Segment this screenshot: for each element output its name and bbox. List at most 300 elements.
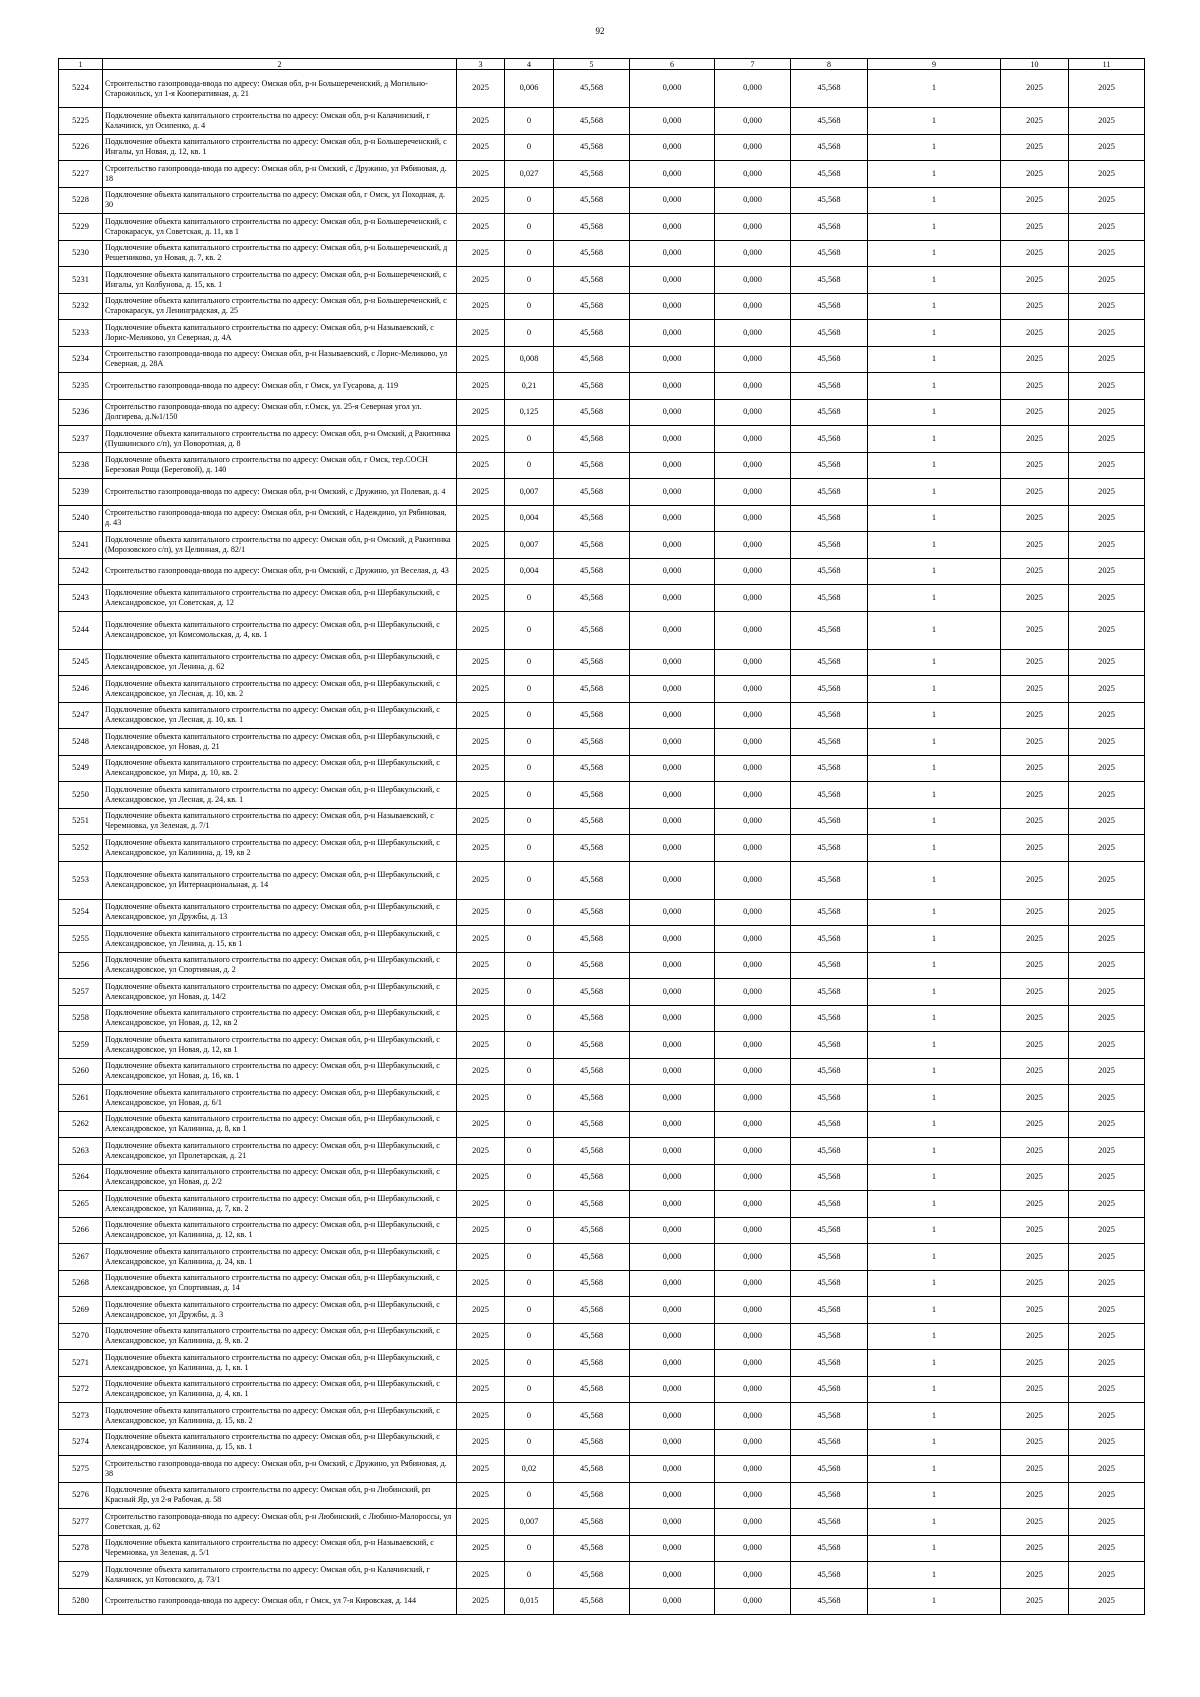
count-cell: 1 [868, 452, 1001, 479]
count-cell: 1 [868, 755, 1001, 782]
count-cell: 1 [868, 346, 1001, 373]
row-number-cell: 5255 [59, 926, 103, 953]
length-cell: 0 [505, 1191, 554, 1218]
table-row [59, 161, 1145, 188]
value-col7-cell: 0,000 [715, 808, 791, 835]
start-year-cell: 2025 [1001, 399, 1069, 426]
length-cell: 0,007 [505, 532, 554, 559]
end-year-cell: 2025 [1069, 426, 1145, 453]
row-number-cell: 5248 [59, 729, 103, 756]
value-col7-cell: 0,000 [715, 1111, 791, 1138]
cost-cell: 45,568 [554, 1456, 630, 1483]
value-col6-cell: 0,000 [630, 755, 715, 782]
cost-cell: 45,568 [554, 755, 630, 782]
value-col7-cell: 0,000 [715, 1058, 791, 1085]
value-col7-cell: 0,000 [715, 399, 791, 426]
value-col6-cell: 0,000 [630, 1456, 715, 1483]
cost-cell: 45,568 [554, 1244, 630, 1271]
row-number-cell: 5271 [59, 1350, 103, 1377]
end-year-cell: 2025 [1069, 1111, 1145, 1138]
value-col7-cell: 0,000 [715, 214, 791, 241]
table-row [59, 134, 1145, 161]
value-col7-cell: 0,000 [715, 426, 791, 453]
end-year-cell: 2025 [1069, 1244, 1145, 1271]
start-year-cell: 2025 [1001, 926, 1069, 953]
value-col6-cell: 0,000 [630, 979, 715, 1006]
column-number-header: 3 [457, 59, 505, 70]
value-col7-cell: 0,000 [715, 70, 791, 108]
end-year-cell: 2025 [1069, 108, 1145, 135]
start-year-cell: 2025 [1001, 214, 1069, 241]
total-cost-cell: 45,568 [791, 835, 868, 862]
row-number-cell: 5273 [59, 1403, 103, 1430]
end-year-cell: 2025 [1069, 1350, 1145, 1377]
start-year-cell: 2025 [1001, 899, 1069, 926]
value-col7-cell: 0,000 [715, 979, 791, 1006]
description-cell: Подключение объекта капитального строительства по адресу: Омская обл, р-н Шербакульский, с Александровское, ул Дружбы, д. 13 [103, 899, 457, 926]
total-cost-cell: 45,568 [791, 1191, 868, 1218]
cost-cell: 45,568 [554, 702, 630, 729]
year-cell: 2025 [457, 1005, 505, 1032]
year-cell: 2025 [457, 452, 505, 479]
value-col7-cell: 0,000 [715, 320, 791, 347]
value-col7-cell: 0,000 [715, 1138, 791, 1165]
end-year-cell: 2025 [1069, 1138, 1145, 1165]
end-year-cell: 2025 [1069, 452, 1145, 479]
description-cell: Подключение объекта капитального строительства по адресу: Омская обл, р-н Шербакульский, с Александровское, ул Новая, д. 6/1 [103, 1085, 457, 1112]
description-cell: Подключение объекта капитального строительства по адресу: Омская обл, р-н Шербакульский, с Александровское, ул Калинина, д. 12, кв. 1 [103, 1217, 457, 1244]
end-year-cell: 2025 [1069, 1456, 1145, 1483]
row-number-cell: 5272 [59, 1376, 103, 1403]
row-number-cell: 5249 [59, 755, 103, 782]
value-col6-cell: 0,000 [630, 952, 715, 979]
count-cell: 1 [868, 558, 1001, 585]
table-row [59, 1005, 1145, 1032]
row-number-cell: 5256 [59, 952, 103, 979]
table-row [59, 611, 1145, 649]
value-col7-cell: 0,000 [715, 1244, 791, 1271]
total-cost-cell: 45,568 [791, 1482, 868, 1509]
total-cost-cell: 45,568 [791, 558, 868, 585]
end-year-cell: 2025 [1069, 1005, 1145, 1032]
count-cell: 1 [868, 649, 1001, 676]
total-cost-cell: 45,568 [791, 187, 868, 214]
total-cost-cell: 45,568 [791, 1535, 868, 1562]
count-cell: 1 [868, 1032, 1001, 1059]
value-col6-cell: 0,000 [630, 108, 715, 135]
description-cell: Подключение объекта капитального строительства по адресу: Омская обл, р-н Омский, д Ракитинка (Пушкинского с/п), ул Поворотная, д. 8 [103, 426, 457, 453]
row-number-cell: 5224 [59, 70, 103, 108]
row-number-cell: 5237 [59, 426, 103, 453]
table-body [59, 59, 1145, 1615]
value-col7-cell: 0,000 [715, 1509, 791, 1536]
value-col7-cell: 0,000 [715, 134, 791, 161]
year-cell: 2025 [457, 782, 505, 809]
total-cost-cell: 45,568 [791, 676, 868, 703]
count-cell: 1 [868, 373, 1001, 400]
end-year-cell: 2025 [1069, 1482, 1145, 1509]
value-col7-cell: 0,000 [715, 729, 791, 756]
table-row [59, 1482, 1145, 1509]
length-cell: 0 [505, 835, 554, 862]
end-year-cell: 2025 [1069, 585, 1145, 612]
cost-cell: 45,568 [554, 214, 630, 241]
row-number-cell: 5243 [59, 585, 103, 612]
total-cost-cell: 45,568 [791, 452, 868, 479]
value-col6-cell: 0,000 [630, 373, 715, 400]
description-cell: Подключение объекта капитального строительства по адресу: Омская обл, р-н Шербакульский, с Александровское, ул Советская, д. 12 [103, 585, 457, 612]
row-number-cell: 5253 [59, 861, 103, 899]
year-cell: 2025 [457, 649, 505, 676]
year-cell: 2025 [457, 1403, 505, 1430]
length-cell: 0 [505, 611, 554, 649]
total-cost-cell: 45,568 [791, 1138, 868, 1165]
row-number-cell: 5242 [59, 558, 103, 585]
count-cell: 1 [868, 214, 1001, 241]
value-col6-cell: 0,000 [630, 399, 715, 426]
cost-cell: 45,568 [554, 1138, 630, 1165]
year-cell: 2025 [457, 1164, 505, 1191]
start-year-cell: 2025 [1001, 782, 1069, 809]
end-year-cell: 2025 [1069, 926, 1145, 953]
year-cell: 2025 [457, 1191, 505, 1218]
value-col7-cell: 0,000 [715, 187, 791, 214]
length-cell: 0,21 [505, 373, 554, 400]
total-cost-cell: 45,568 [791, 1323, 868, 1350]
start-year-cell: 2025 [1001, 134, 1069, 161]
description-cell: Строительство газопровода-ввода по адресу: Омская обл, р-н Омский, с Надеждино, ул Рябиновая, д. 43 [103, 505, 457, 532]
value-col7-cell: 0,000 [715, 293, 791, 320]
description-cell: Подключение объекта капитального строительства по адресу: Омская обл, р-н Шербакульский, с Александровское, ул Спортивная, д. 14 [103, 1270, 457, 1297]
row-number-cell: 5240 [59, 505, 103, 532]
end-year-cell: 2025 [1069, 1588, 1145, 1615]
description-cell: Подключение объекта капитального строительства по адресу: Омская обл, р-н Шербакульский, с Александровское, ул Новая, д. 12, кв 1 [103, 1032, 457, 1059]
value-col6-cell: 0,000 [630, 161, 715, 188]
total-cost-cell: 45,568 [791, 585, 868, 612]
table-row [59, 926, 1145, 953]
table-row [59, 505, 1145, 532]
column-number-header: 7 [715, 59, 791, 70]
value-col7-cell: 0,000 [715, 1217, 791, 1244]
value-col6-cell: 0,000 [630, 1244, 715, 1271]
length-cell: 0 [505, 1376, 554, 1403]
length-cell: 0 [505, 782, 554, 809]
cost-cell: 45,568 [554, 808, 630, 835]
count-cell: 1 [868, 861, 1001, 899]
count-cell: 1 [868, 70, 1001, 108]
end-year-cell: 2025 [1069, 532, 1145, 559]
year-cell: 2025 [457, 755, 505, 782]
length-cell: 0 [505, 426, 554, 453]
column-number-header: 8 [791, 59, 868, 70]
count-cell: 1 [868, 979, 1001, 1006]
end-year-cell: 2025 [1069, 1535, 1145, 1562]
row-number-cell: 5231 [59, 267, 103, 294]
total-cost-cell: 45,568 [791, 1456, 868, 1483]
description-cell: Строительство газопровода-ввода по адресу: Омская обл, р-н Любинский, с Любино-Малороссы, ул Советская, д. 62 [103, 1509, 457, 1536]
length-cell: 0 [505, 926, 554, 953]
value-col7-cell: 0,000 [715, 505, 791, 532]
description-cell: Подключение объекта капитального строительства по адресу: Омская обл, р-н Шербакульский, с Александровское, ул Калинина, д. 4, кв. 1 [103, 1376, 457, 1403]
table-row [59, 1509, 1145, 1536]
description-cell: Подключение объекта капитального строительства по адресу: Омская обл, р-н Шербакульский, с Александровское, ул Калинина, д. 19, кв 2 [103, 835, 457, 862]
start-year-cell: 2025 [1001, 702, 1069, 729]
description-cell: Строительство газопровода-ввода по адресу: Омская обл, г Омск, ул Гусарова, д. 119 [103, 373, 457, 400]
description-cell: Подключение объекта капитального строительства по адресу: Омская обл, р-н Шербакульский, с Александровское, ул Калинина, д. 1, кв. 1 [103, 1350, 457, 1377]
start-year-cell: 2025 [1001, 1403, 1069, 1430]
cost-cell: 45,568 [554, 346, 630, 373]
table-row [59, 558, 1145, 585]
count-cell: 1 [868, 399, 1001, 426]
start-year-cell: 2025 [1001, 1138, 1069, 1165]
start-year-cell: 2025 [1001, 532, 1069, 559]
table-row [59, 861, 1145, 899]
total-cost-cell: 45,568 [791, 1588, 868, 1615]
value-col6-cell: 0,000 [630, 1270, 715, 1297]
end-year-cell: 2025 [1069, 952, 1145, 979]
count-cell: 1 [868, 426, 1001, 453]
total-cost-cell: 45,568 [791, 108, 868, 135]
row-number-cell: 5275 [59, 1456, 103, 1483]
count-cell: 1 [868, 808, 1001, 835]
value-col6-cell: 0,000 [630, 1297, 715, 1324]
table-row [59, 426, 1145, 453]
cost-cell: 45,568 [554, 676, 630, 703]
cost-cell: 45,568 [554, 1058, 630, 1085]
length-cell: 0 [505, 585, 554, 612]
row-number-cell: 5258 [59, 1005, 103, 1032]
row-number-cell: 5246 [59, 676, 103, 703]
start-year-cell: 2025 [1001, 161, 1069, 188]
end-year-cell: 2025 [1069, 1058, 1145, 1085]
count-cell: 1 [868, 952, 1001, 979]
length-cell: 0,004 [505, 558, 554, 585]
end-year-cell: 2025 [1069, 558, 1145, 585]
description-cell: Подключение объекта капитального строительства по адресу: Омская обл, р-н Шербакульский, с Александровское, ул Мира, д. 10, кв. 2 [103, 755, 457, 782]
value-col6-cell: 0,000 [630, 782, 715, 809]
value-col6-cell: 0,000 [630, 267, 715, 294]
year-cell: 2025 [457, 134, 505, 161]
end-year-cell: 2025 [1069, 1323, 1145, 1350]
start-year-cell: 2025 [1001, 373, 1069, 400]
start-year-cell: 2025 [1001, 1562, 1069, 1589]
table-row [59, 1297, 1145, 1324]
cost-cell: 45,568 [554, 649, 630, 676]
value-col6-cell: 0,000 [630, 1350, 715, 1377]
row-number-cell: 5280 [59, 1588, 103, 1615]
cost-cell: 45,568 [554, 729, 630, 756]
row-number-cell: 5234 [59, 346, 103, 373]
table-row [59, 1138, 1145, 1165]
end-year-cell: 2025 [1069, 161, 1145, 188]
start-year-cell: 2025 [1001, 187, 1069, 214]
value-col7-cell: 0,000 [715, 479, 791, 506]
column-number-row [59, 59, 1145, 70]
cost-cell: 45,568 [554, 187, 630, 214]
cost-cell: 45,568 [554, 1111, 630, 1138]
value-col7-cell: 0,000 [715, 346, 791, 373]
cost-cell: 45,568 [554, 1217, 630, 1244]
table-row [59, 346, 1145, 373]
start-year-cell: 2025 [1001, 649, 1069, 676]
description-cell: Подключение объекта капитального строительства по адресу: Омская обл, р-н Шербакульский, с Александровское, ул Дружбы, д. 3 [103, 1297, 457, 1324]
length-cell: 0,027 [505, 161, 554, 188]
count-cell: 1 [868, 108, 1001, 135]
value-col7-cell: 0,000 [715, 1562, 791, 1589]
table-row [59, 782, 1145, 809]
row-number-cell: 5236 [59, 399, 103, 426]
count-cell: 1 [868, 1085, 1001, 1112]
cost-cell: 45,568 [554, 979, 630, 1006]
end-year-cell: 2025 [1069, 649, 1145, 676]
cost-cell: 45,568 [554, 926, 630, 953]
value-col6-cell: 0,000 [630, 505, 715, 532]
end-year-cell: 2025 [1069, 134, 1145, 161]
cost-cell: 45,568 [554, 558, 630, 585]
total-cost-cell: 45,568 [791, 702, 868, 729]
row-number-cell: 5230 [59, 240, 103, 267]
year-cell: 2025 [457, 1323, 505, 1350]
count-cell: 1 [868, 702, 1001, 729]
count-cell: 1 [868, 899, 1001, 926]
cost-cell: 45,568 [554, 1376, 630, 1403]
cost-cell: 45,568 [554, 1323, 630, 1350]
data-table [58, 58, 1145, 1615]
value-col6-cell: 0,000 [630, 926, 715, 953]
length-cell: 0 [505, 1270, 554, 1297]
value-col6-cell: 0,000 [630, 729, 715, 756]
description-cell: Подключение объекта капитального строительства по адресу: Омская обл, р-н Называевский, с Черемновка, ул Зеленая, д. 7/1 [103, 808, 457, 835]
row-number-cell: 5265 [59, 1191, 103, 1218]
total-cost-cell: 45,568 [791, 479, 868, 506]
total-cost-cell: 45,568 [791, 1005, 868, 1032]
cost-cell: 45,568 [554, 952, 630, 979]
end-year-cell: 2025 [1069, 1217, 1145, 1244]
year-cell: 2025 [457, 585, 505, 612]
year-cell: 2025 [457, 399, 505, 426]
year-cell: 2025 [457, 1138, 505, 1165]
value-col6-cell: 0,000 [630, 558, 715, 585]
start-year-cell: 2025 [1001, 808, 1069, 835]
start-year-cell: 2025 [1001, 1376, 1069, 1403]
year-cell: 2025 [457, 187, 505, 214]
table-row [59, 532, 1145, 559]
start-year-cell: 2025 [1001, 1456, 1069, 1483]
row-number-cell: 5247 [59, 702, 103, 729]
row-number-cell: 5279 [59, 1562, 103, 1589]
value-col7-cell: 0,000 [715, 1482, 791, 1509]
year-cell: 2025 [457, 1032, 505, 1059]
year-cell: 2025 [457, 611, 505, 649]
total-cost-cell: 45,568 [791, 70, 868, 108]
value-col6-cell: 0,000 [630, 1429, 715, 1456]
description-cell: Подключение объекта капитального строительства по адресу: Омская обл, р-н Шербакульский, с Александровское, ул Калинина, д. 9, кв. 2 [103, 1323, 457, 1350]
end-year-cell: 2025 [1069, 1032, 1145, 1059]
table-row [59, 1403, 1145, 1430]
length-cell: 0 [505, 1562, 554, 1589]
count-cell: 1 [868, 1323, 1001, 1350]
value-col6-cell: 0,000 [630, 611, 715, 649]
table-row [59, 808, 1145, 835]
cost-cell: 45,568 [554, 293, 630, 320]
count-cell: 1 [868, 293, 1001, 320]
start-year-cell: 2025 [1001, 293, 1069, 320]
start-year-cell: 2025 [1001, 346, 1069, 373]
cost-cell: 45,568 [554, 426, 630, 453]
end-year-cell: 2025 [1069, 214, 1145, 241]
row-number-cell: 5251 [59, 808, 103, 835]
value-col7-cell: 0,000 [715, 585, 791, 612]
count-cell: 1 [868, 161, 1001, 188]
year-cell: 2025 [457, 1270, 505, 1297]
total-cost-cell: 45,568 [791, 611, 868, 649]
total-cost-cell: 45,568 [791, 1164, 868, 1191]
count-cell: 1 [868, 676, 1001, 703]
cost-cell: 45,568 [554, 1482, 630, 1509]
value-col6-cell: 0,000 [630, 293, 715, 320]
count-cell: 1 [868, 585, 1001, 612]
table-row [59, 835, 1145, 862]
start-year-cell: 2025 [1001, 611, 1069, 649]
row-number-cell: 5270 [59, 1323, 103, 1350]
count-cell: 1 [868, 1509, 1001, 1536]
cost-cell: 45,568 [554, 782, 630, 809]
end-year-cell: 2025 [1069, 187, 1145, 214]
value-col7-cell: 0,000 [715, 1588, 791, 1615]
count-cell: 1 [868, 1482, 1001, 1509]
cost-cell: 45,568 [554, 1005, 630, 1032]
length-cell: 0 [505, 240, 554, 267]
length-cell: 0 [505, 452, 554, 479]
end-year-cell: 2025 [1069, 1297, 1145, 1324]
row-number-cell: 5239 [59, 479, 103, 506]
value-col6-cell: 0,000 [630, 479, 715, 506]
year-cell: 2025 [457, 1509, 505, 1536]
table-row [59, 1376, 1145, 1403]
description-cell: Подключение объекта капитального строительства по адресу: Омская обл, р-н Любинский, рп Красный Яр, ул 2-я Рабочая, д. 58 [103, 1482, 457, 1509]
total-cost-cell: 45,568 [791, 1032, 868, 1059]
value-col6-cell: 0,000 [630, 1403, 715, 1430]
length-cell: 0 [505, 1297, 554, 1324]
length-cell: 0 [505, 1535, 554, 1562]
count-cell: 1 [868, 1058, 1001, 1085]
row-number-cell: 5229 [59, 214, 103, 241]
description-cell: Подключение объекта капитального строительства по адресу: Омская обл, р-н Шербакульский, с Александровское, ул Спортивная, д. 2 [103, 952, 457, 979]
length-cell: 0 [505, 293, 554, 320]
count-cell: 1 [868, 1217, 1001, 1244]
year-cell: 2025 [457, 108, 505, 135]
count-cell: 1 [868, 835, 1001, 862]
column-number-header: 2 [103, 59, 457, 70]
value-col7-cell: 0,000 [715, 1403, 791, 1430]
count-cell: 1 [868, 1403, 1001, 1430]
count-cell: 1 [868, 240, 1001, 267]
row-number-cell: 5226 [59, 134, 103, 161]
start-year-cell: 2025 [1001, 1509, 1069, 1536]
length-cell: 0 [505, 108, 554, 135]
description-cell: Подключение объекта капитального строительства по адресу: Омская обл, р-н Большереченский, д Решетниково, ул Новая, д. 7, кв. 2 [103, 240, 457, 267]
value-col6-cell: 0,000 [630, 861, 715, 899]
row-number-cell: 5259 [59, 1032, 103, 1059]
start-year-cell: 2025 [1001, 861, 1069, 899]
value-col6-cell: 0,000 [630, 532, 715, 559]
table-row [59, 479, 1145, 506]
year-cell: 2025 [457, 532, 505, 559]
table-row [59, 729, 1145, 756]
length-cell: 0 [505, 1244, 554, 1271]
start-year-cell: 2025 [1001, 1085, 1069, 1112]
year-cell: 2025 [457, 729, 505, 756]
